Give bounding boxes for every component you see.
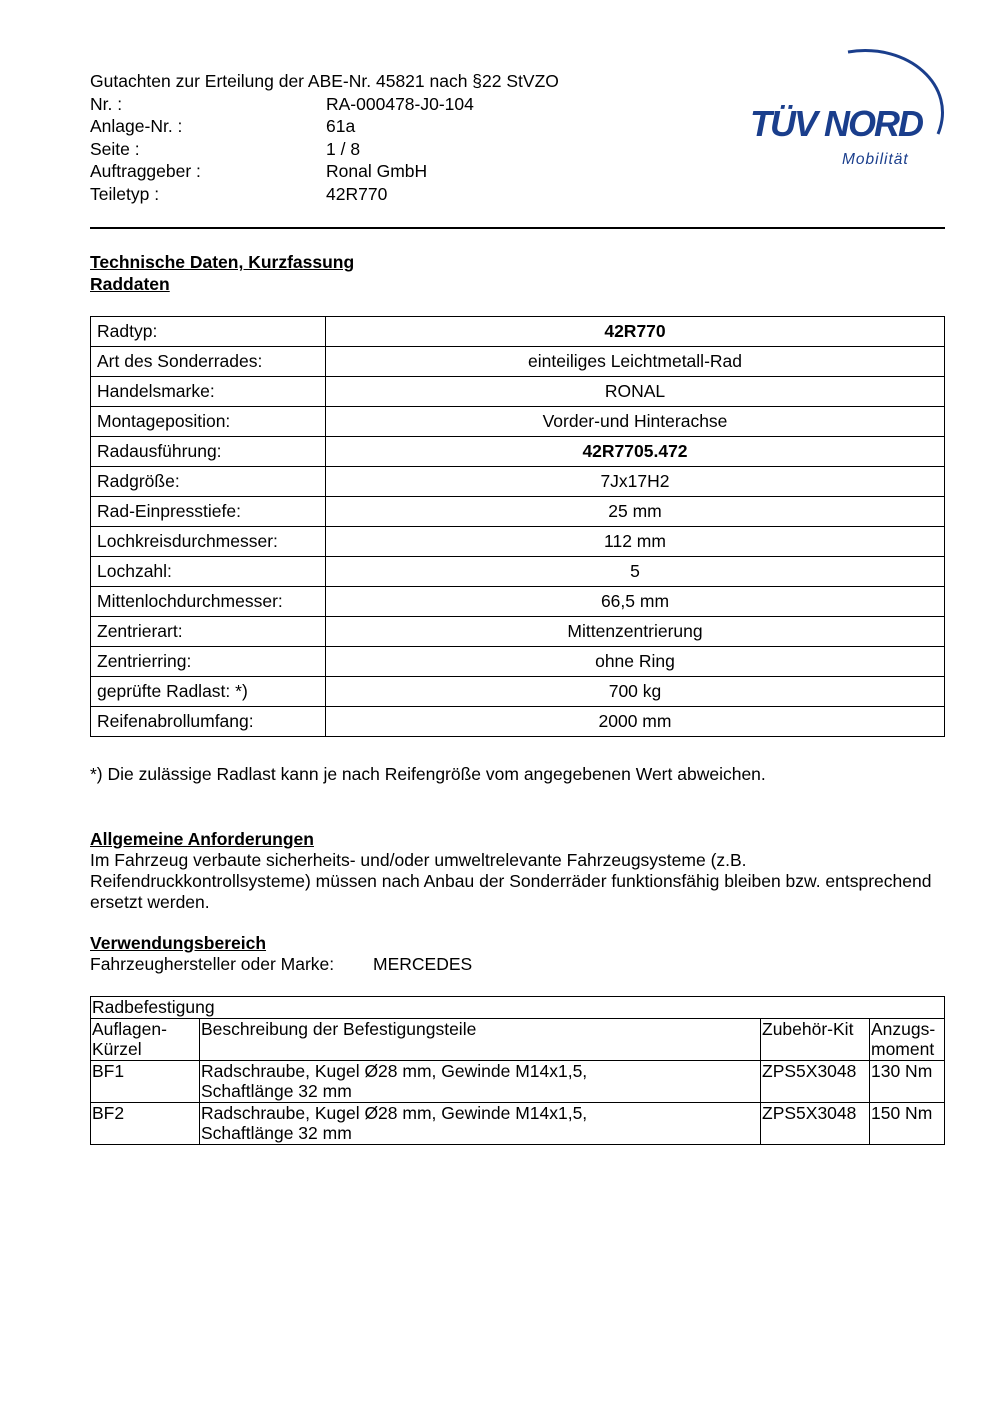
row-value: 2000 mm [326, 707, 945, 737]
header-cell-description: Beschreibung der Befestigungsteile [200, 1018, 761, 1060]
description-line: Schaftlänge 32 mm [201, 1081, 352, 1101]
technical-subtitle: Raddaten [90, 274, 170, 294]
header-label: Seite : [90, 138, 140, 159]
header-row-teiletyp [90, 183, 559, 206]
fastening-code: BF2 [91, 1102, 200, 1144]
row-value: einteiliges Leichtmetall-Rad [326, 347, 945, 377]
table-row [91, 377, 945, 407]
table-row [91, 527, 945, 557]
manufacturer-label: Fahrzeughersteller oder Marke: [90, 954, 335, 974]
logo-brand-text: TÜV NORD [750, 103, 922, 144]
header-divider [90, 227, 945, 229]
row-label: Radgröße: [91, 467, 326, 497]
row-label: Mittenlochdurchmesser: [91, 587, 326, 617]
row-label: Zentrierart: [91, 617, 326, 647]
usage-section [90, 932, 472, 975]
technical-section-heading [90, 251, 354, 295]
wheel-fastening-table [90, 996, 945, 1145]
row-value: ohne Ring [326, 647, 945, 677]
row-label: Zentrierring: [91, 647, 326, 677]
fastening-description [200, 1060, 761, 1102]
header-value: 1 / 8 [326, 138, 361, 159]
tuev-nord-logo [748, 46, 948, 170]
description-line: Schaftlänge 32 mm [201, 1123, 352, 1143]
fastening-header-row [91, 1018, 945, 1060]
row-label: Art des Sonderrades: [91, 347, 326, 377]
document-header [90, 70, 559, 205]
general-text: Im Fahrzeug verbaute sicherheits- und/oder umweltrelevante Fahrzeugsysteme (z.B. Reifendruckkontrollsysteme) müssen nach Anbau der Sonderräder funktionsfähig bleiben bzw. entsprechend ersetzt werden. [90, 850, 932, 912]
table-row [91, 647, 945, 677]
row-label: Lochkreisdurchmesser: [91, 527, 326, 557]
header-value: RA-000478-J0-104 [326, 93, 474, 114]
manufacturer-row [90, 954, 472, 975]
general-requirements-section [90, 828, 945, 913]
wheel-data-table [90, 316, 945, 737]
row-label: Rad-Einpresstiefe: [91, 497, 326, 527]
table-row [91, 317, 945, 347]
row-value: 42R770 [326, 317, 945, 347]
fastening-kit: ZPS5X3048 [761, 1102, 870, 1144]
row-value: Vorder-und Hinterachse [326, 407, 945, 437]
table-row [91, 1060, 945, 1102]
header-label: Auftraggeber : [90, 161, 201, 181]
header-label: Anlage-Nr. : [90, 116, 183, 136]
description-line: Radschraube, Kugel Ø28 mm, Gewinde M14x1,5, [201, 1102, 588, 1123]
table-row [91, 1102, 945, 1144]
row-label: Handelsmarke: [91, 377, 326, 407]
technical-title: Technische Daten, Kurzfassung [90, 252, 355, 272]
row-value: 112 mm [326, 527, 945, 557]
header-row-seite [90, 138, 559, 161]
header-label: Nr. : [90, 93, 123, 114]
row-label: geprüfte Radlast: *) [91, 677, 326, 707]
row-label: Reifenabrollumfang: [91, 707, 326, 737]
row-value: 66,5 mm [326, 587, 945, 617]
header-value: 42R770 [326, 183, 388, 204]
header-value: 61a [326, 116, 356, 136]
fastening-kit: ZPS5X3048 [761, 1060, 870, 1102]
table-row [91, 587, 945, 617]
header-cell-code [91, 1018, 200, 1060]
document-title: Gutachten zur Erteilung der ABE-Nr. 45821 nach §22 StVZO [90, 71, 559, 91]
table-row [91, 467, 945, 497]
header-row-nr [90, 93, 559, 116]
table-row [91, 437, 945, 467]
row-value: 7Jx17H2 [326, 467, 945, 497]
row-label: Lochzahl: [91, 557, 326, 587]
fastening-title: Radbefestigung [91, 997, 945, 1019]
row-label: Radausführung: [91, 437, 326, 467]
fastening-torque: 130 Nm [870, 1060, 945, 1102]
row-value: 42R7705.472 [326, 437, 945, 467]
row-value: Mittenzentrierung [326, 617, 945, 647]
header-value: Ronal GmbH [326, 161, 428, 181]
table-row [91, 407, 945, 437]
row-value: 5 [326, 557, 945, 587]
header-text: Auflagen- [92, 1018, 167, 1039]
header-text: Kürzel [92, 1039, 142, 1059]
header-cell-torque [870, 1018, 945, 1060]
header-row-auftraggeber [90, 160, 559, 183]
row-value: RONAL [326, 377, 945, 407]
table-row [91, 557, 945, 587]
description-line: Radschraube, Kugel Ø28 mm, Gewinde M14x1,5, [201, 1060, 588, 1081]
header-text: Anzugs- [871, 1018, 936, 1039]
header-text: moment [871, 1039, 935, 1059]
header-cell-kit: Zubehör-Kit [761, 1018, 870, 1060]
general-title: Allgemeine Anforderungen [90, 829, 314, 849]
table-row [91, 617, 945, 647]
fastening-code: BF1 [91, 1060, 200, 1102]
fastening-torque: 150 Nm [870, 1102, 945, 1144]
table-row [91, 707, 945, 737]
row-label: Montageposition: [91, 407, 326, 437]
row-value: 700 kg [326, 677, 945, 707]
table-row [91, 677, 945, 707]
fastening-title-row [91, 997, 945, 1019]
fastening-description [200, 1102, 761, 1144]
header-row-anlage [90, 115, 559, 138]
table-row [91, 497, 945, 527]
table-row [91, 347, 945, 377]
header-label: Teiletyp : [90, 183, 160, 204]
logo-sub-text: Mobilität [842, 151, 909, 168]
row-label: Radtyp: [91, 317, 326, 347]
row-value: 25 mm [326, 497, 945, 527]
usage-title: Verwendungsbereich [90, 933, 267, 953]
radlast-footnote: *) Die zulässige Radlast kann je nach Reifengröße vom angegebenen Wert abweichen. [90, 764, 766, 784]
manufacturer-value: MERCEDES [373, 954, 473, 974]
